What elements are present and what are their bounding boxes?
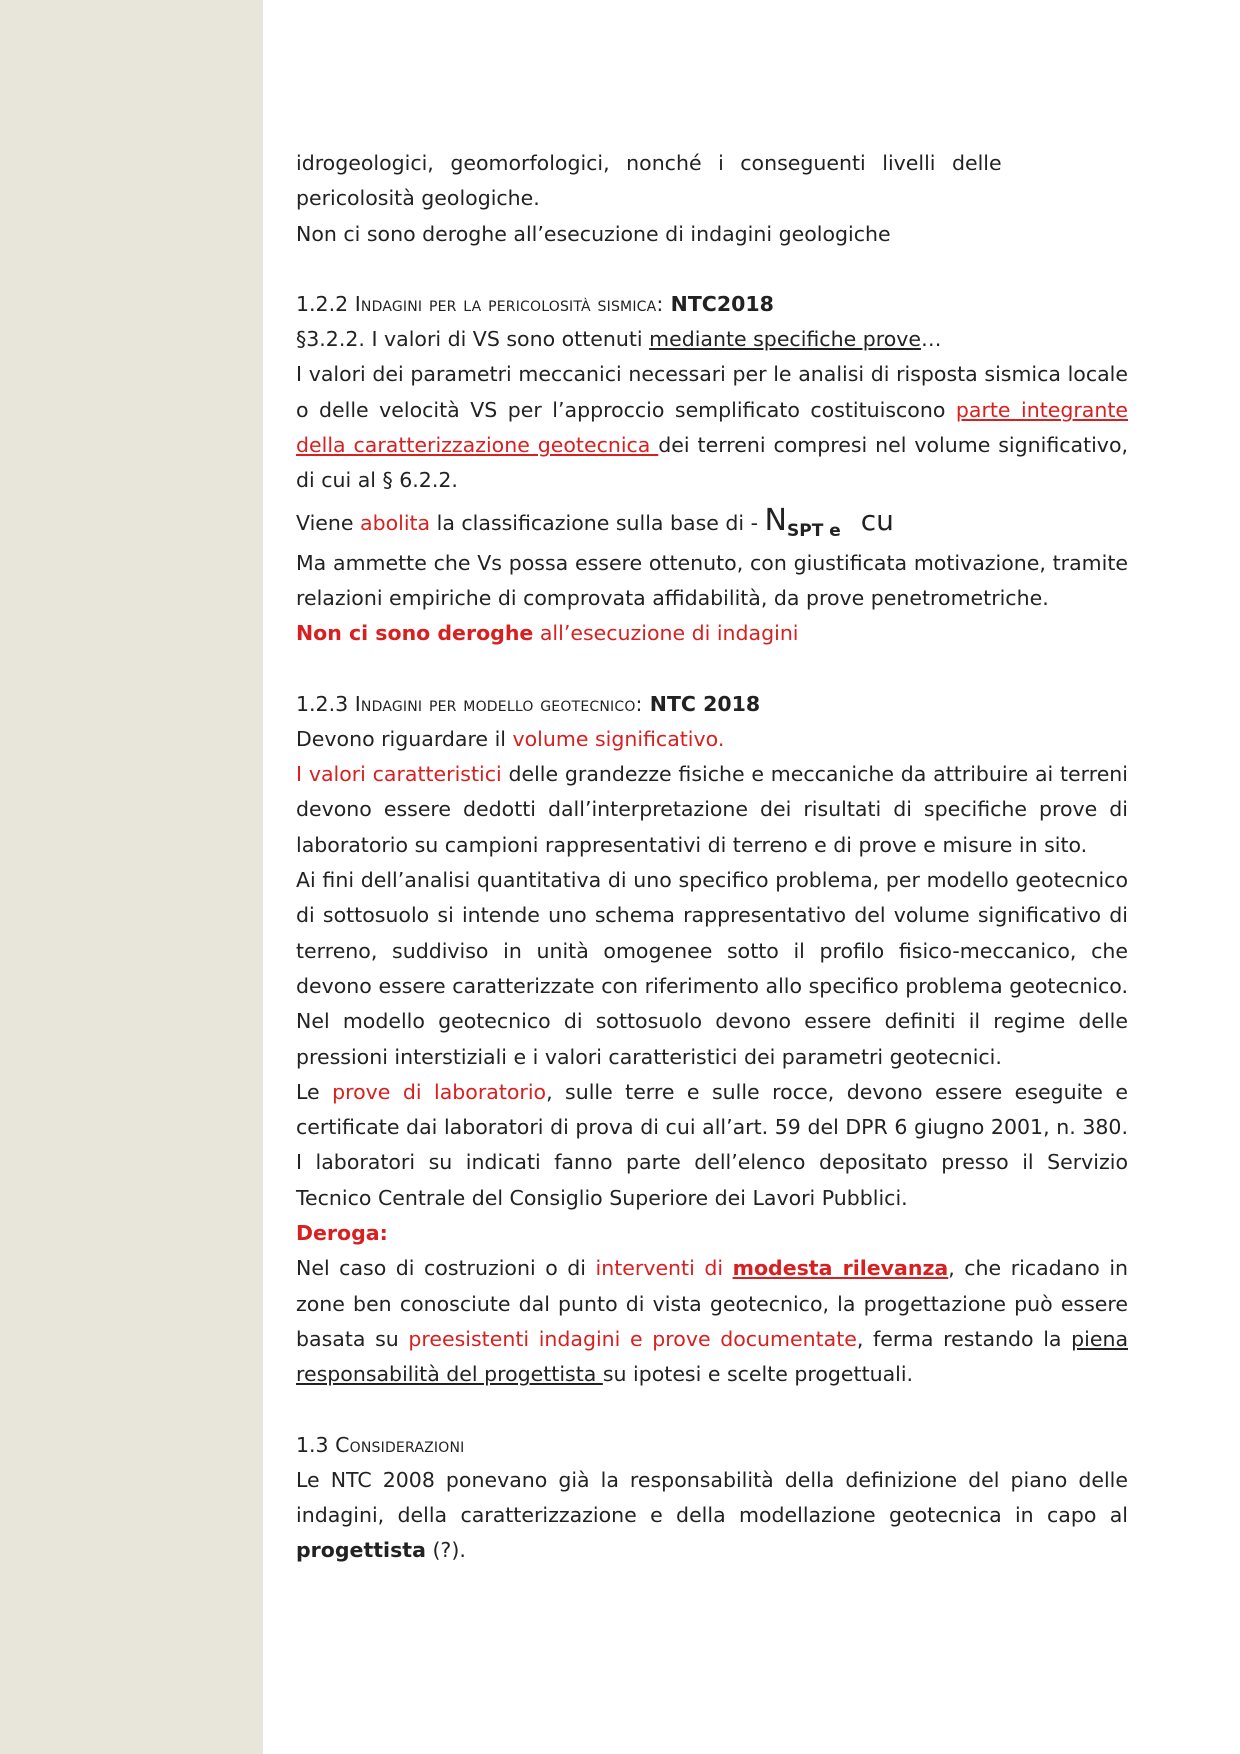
section-title: Indagini per la pericolosità sismica: [354,291,664,316]
parametri-text-end: dei terreni compresi nel volume significativo, di cui al § 6.2.2. [296,433,1128,493]
deroga-label: Deroga: [296,1221,388,1246]
nel-preesistenti: preesistenti indagini e prove documentate [408,1326,857,1351]
viene-abolita: abolita [360,510,431,535]
paragraph-intro [296,146,1128,252]
paragraph-non-deroghe [296,616,1128,651]
document-body [296,146,1128,1569]
nel-text: Nel caso di costruzioni o di [296,1256,596,1281]
formula-cu: cu [860,503,894,537]
considerazioni-end: (?). [425,1538,466,1563]
ref-ellipsis: … [920,327,942,352]
paragraph-ref [296,322,1128,357]
devono-text: Devono riguardare il [296,726,513,751]
valori-highlight: I valori caratteristici [296,762,502,787]
paragraph-valori-caratteristici [296,757,1128,863]
non-deroghe-rest: all’esecuzione di indagini [533,621,799,646]
parametri-text: I valori dei parametri meccanici necessari per le analisi di risposta sismica locale o delle velocità VS per l’approccio semplificato costituiscono [296,362,1128,422]
ref-underlined: mediante specifiche prove [649,327,921,352]
devono-highlight: volume significativo. [512,726,725,751]
parametri-highlight: parte integrante della caratterizzazione geotecnica [296,397,1129,458]
formula-nspt [764,502,841,541]
formula-subscript: SPT e [786,520,841,541]
section-tag: NTC 2018 [642,691,761,716]
paragraph-parametri [296,357,1128,498]
considerazioni-progettista: progettista [296,1538,426,1563]
viene-text: Viene [296,510,361,535]
paragraph-prove-laboratorio [296,1075,1128,1216]
section-title: Considerazioni [335,1432,465,1457]
section-heading-1-2-3 [296,687,1128,722]
prove-text-end: , sulle terre e sulle rocce, devono essere eseguite e certificate dai laboratori di prova di cui all’art. 59 del DPR 6 giugno 2001, n. 380. I laboratori su indicati fanno parte dell’elenco depositato presso il Servizio Tecnico Centrale del Consiglio Superiore dei Lavori Pubblici. [296,1079,1128,1210]
nel-text-4: su ipotesi e scelte progettuali. [602,1362,914,1387]
paragraph-ma-ammette: Ma ammette che Vs possa essere ottenuto, con giustificata motivazione, tramite relazioni empiriche di comprovata affidabilità, da prove penetrometriche. [296,550,1128,610]
section-number: 1.2.3 [296,691,355,716]
non-deroghe-bold: Non ci sono deroghe [296,621,534,646]
paragraph-nel-caso [296,1251,1128,1392]
side-margin-band [0,0,263,1754]
section-tag: NTC2018 [663,291,774,316]
prove-text: Le [296,1079,333,1104]
considerazioni-text: Le NTC 2008 ponevano già la responsabilità della definizione del piano delle indagini, della caratterizzazione e della modellazione geotecnica in capo al [296,1467,1128,1528]
ref-text: §3.2.2. I valori di VS sono ottenuti [296,327,650,352]
paragraph-considerazioni [296,1463,1128,1569]
prove-highlight: prove di laboratorio [332,1079,547,1104]
paragraph-ai-fini: Ai fini dell’analisi quantitativa di uno specifico problema, per modello geotecnico di sottosuolo si intende uno schema rappresentativo del volume significativo di terreno, suddiviso in unità omogenee sotto il profilo fisico-meccanico, che devono essere caratterizzate con riferimento allo specifico problema geotecnico. Nel modello geotecnico di sottosuolo devono essere definiti il regime delle pressioni interstiziali e i valori caratteristici dei parametri geotecnici. [296,868,1128,1069]
nel-modesta-rilevanza: modesta rilevanza [732,1256,949,1281]
intro-line-3: Non ci sono deroghe all’esecuzione di indagini geologiche [296,221,891,246]
valori-text: delle grandezze fisiche e meccaniche da attribuire ai terreni devono essere dedotti dall’interpretazione dei risultati di specifiche prove di laboratorio su campioni rappresentativi di terreno e di prove e misure in sito. [296,762,1128,857]
formula-n: N [764,502,787,538]
section-number: 1.3 [296,1432,336,1457]
intro-line-1: idrogeologici, geomorfologici, nonché i conseguenti livelli delle [296,151,1002,175]
intro-line-2: pericolosità geologiche. [296,186,540,211]
nel-text-2: , che ricadano in zone ben conosciute dal punto di vista geotecnico, la progettazione può essere basata su [296,1256,1129,1351]
section-title: Indagini per modello geotecnico: [354,691,643,716]
nel-highlight: interventi di [595,1256,733,1281]
section-number: 1.2.2 [296,291,355,316]
nel-text-3: , ferma restando la [856,1326,1072,1351]
viene-text-2: la classificazione sulla base di - [430,510,765,535]
paragraph-viene [296,499,1128,546]
nel-responsabilita: piena responsabilità del progettista [296,1326,1129,1387]
section-heading-1-2-2 [296,287,1128,322]
section-heading-1-3 [296,1428,1128,1463]
paragraph-devono [296,722,1128,757]
